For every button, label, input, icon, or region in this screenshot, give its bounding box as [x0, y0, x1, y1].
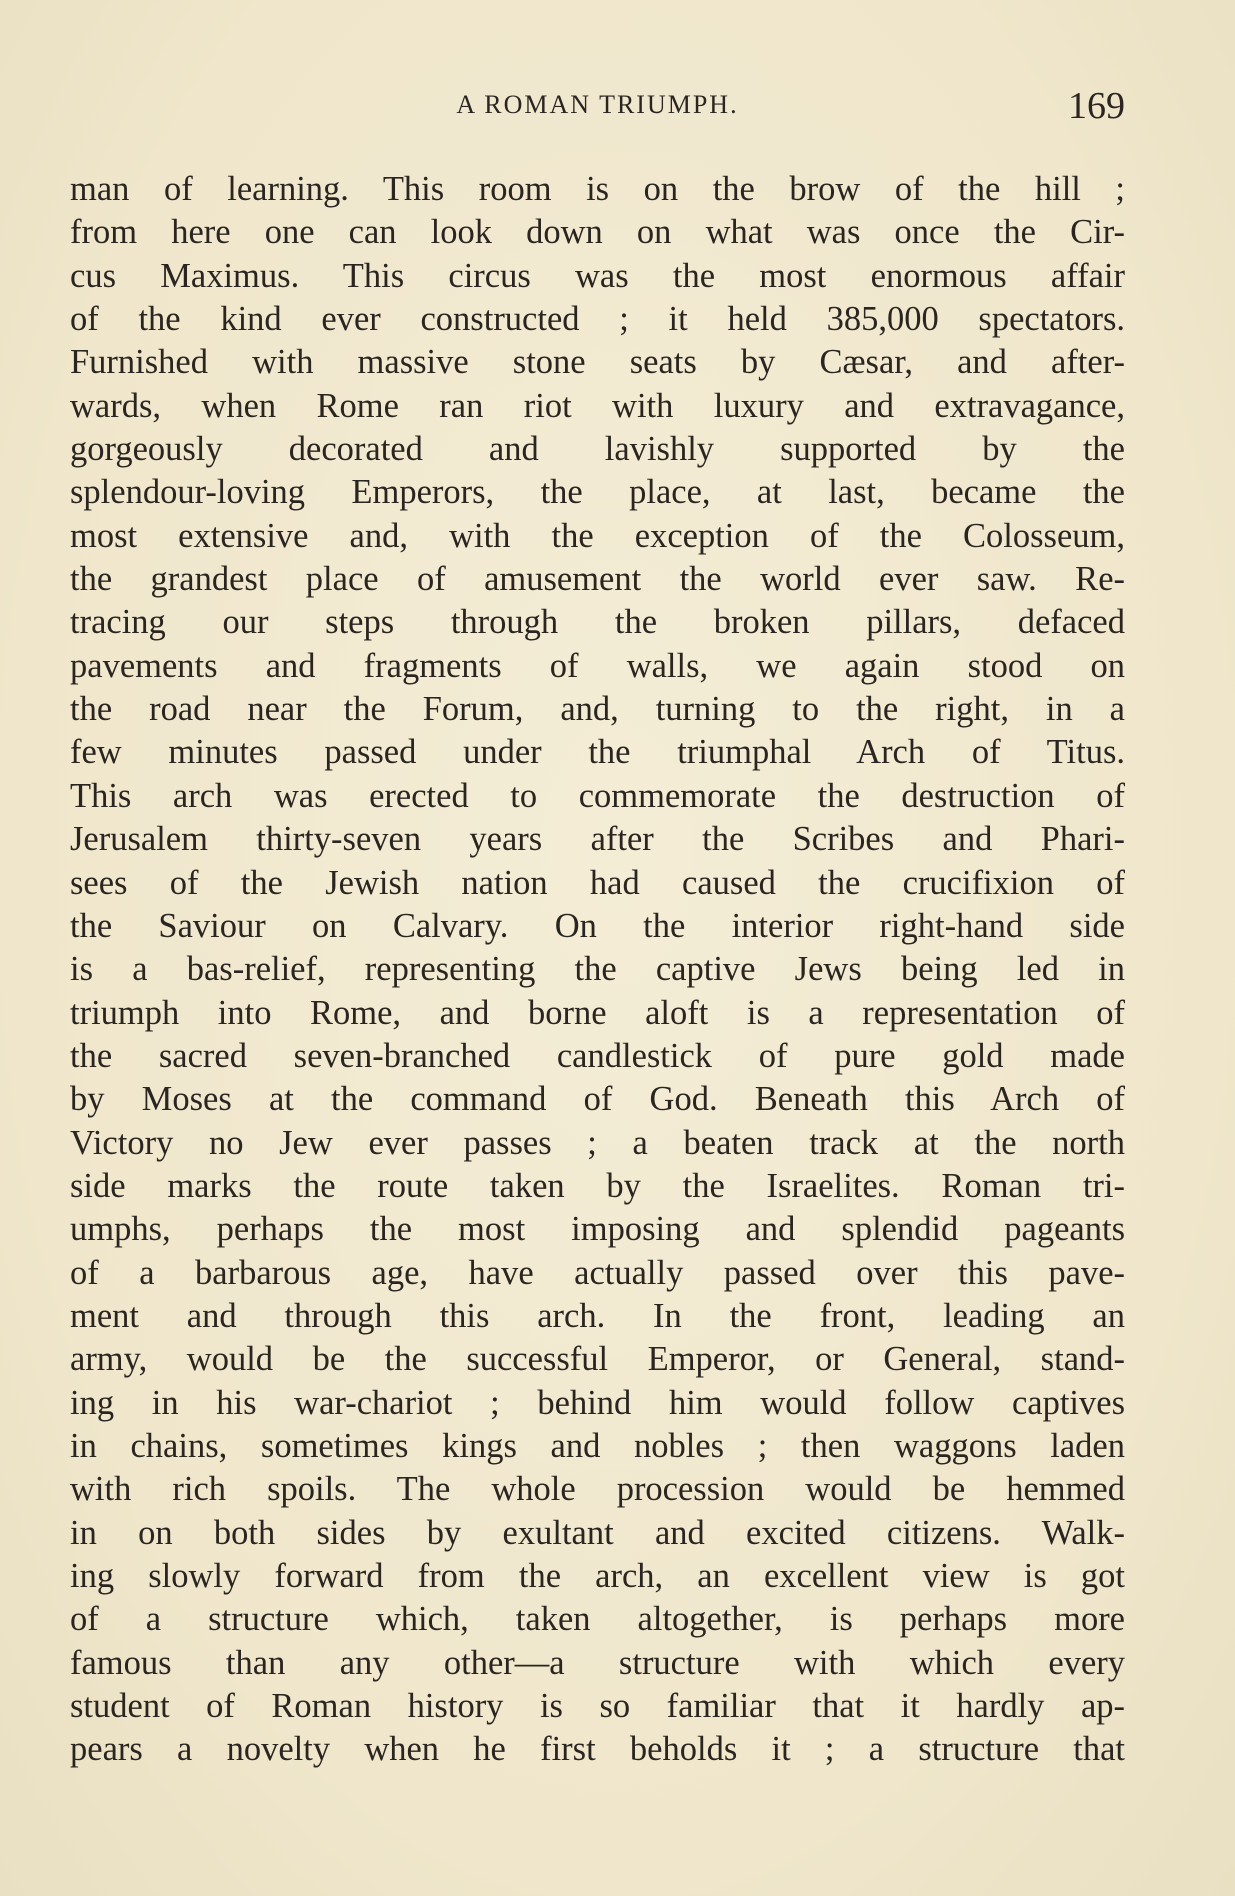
text-line: splendour-loving Emperors, the place, at last, became the	[70, 473, 1125, 512]
page-number: 169	[1068, 85, 1125, 127]
text-line: This arch was erected to commemorate the destruction of	[70, 776, 1125, 815]
text-line: in on both sides by exultant and excited citizens. Walk-	[70, 1513, 1125, 1552]
text-line: sees of the Jewish nation had caused the crucifixion of	[70, 863, 1125, 902]
text-line: wards, when Rome ran riot with luxury and extravagance,	[70, 386, 1125, 425]
running-header	[70, 85, 1125, 132]
text-line: the road near the Forum, and, turning to the right, in a	[70, 690, 1125, 729]
text-line: tracing our steps through the broken pillars, defaced	[70, 603, 1125, 642]
chapter-title: A ROMAN TRIUMPH.	[456, 90, 739, 119]
text-line: of the kind ever constructed ; it held 385,000 spectators.	[70, 300, 1125, 339]
text-line: famous than any other—a structure with which every	[70, 1643, 1125, 1682]
text-line: cus Maximus. This circus was the most enormous affair	[70, 256, 1125, 295]
text-line: ing slowly forward from the arch, an excellent view is got	[70, 1557, 1125, 1595]
text-line: by Moses at the command of God. Beneath this Arch of	[70, 1080, 1125, 1119]
text-line: ing in his war-chariot ; behind him would follow captives	[70, 1383, 1125, 1422]
text-line: student of Roman history is so familiar that it hardly ap-	[70, 1687, 1125, 1726]
text-line: ment and through this arch. In the front, leading an	[70, 1296, 1125, 1335]
text-line: Jerusalem thirty-seven years after the Scribes and Phari-	[70, 820, 1125, 859]
text-line: pears a novelty when he first beholds it ; a structure that	[70, 1730, 1125, 1769]
text-line: the grandest place of amusement the world ever saw. Re-	[70, 560, 1125, 599]
text-line: army, would be the successful Emperor, or General, stand-	[70, 1340, 1125, 1379]
text-line: Victory no Jew ever passes ; a beaten track at the north	[70, 1123, 1125, 1162]
text-line: the Saviour on Calvary. On the interior right-hand side	[70, 906, 1125, 945]
text-line: in chains, sometimes kings and nobles ; then waggons laden	[70, 1426, 1125, 1465]
text-line: umphs, perhaps the most imposing and splendid pageants	[70, 1210, 1125, 1249]
text-line: from here one can look down on what was once the Cir-	[70, 213, 1125, 252]
text-line: triumph into Rome, and borne aloft is a representation of	[70, 993, 1125, 1032]
text-line: is a bas-relief, representing the captive Jews being led in	[70, 950, 1125, 989]
text-line: with rich spoils. The whole procession would be hemmed	[70, 1470, 1125, 1509]
text-line: of a barbarous age, have actually passed over this pave-	[70, 1253, 1125, 1292]
text-line: Furnished with massive stone seats by Cæsar, and after-	[70, 343, 1125, 382]
text-line: man of learning. This room is on the brow of the hill ;	[70, 170, 1125, 208]
text-line: side marks the route taken by the Israelites. Roman tri-	[70, 1166, 1125, 1205]
text-line: of a structure which, taken altogether, is perhaps more	[70, 1600, 1125, 1639]
text-line: gorgeously decorated and lavishly supported by the	[70, 430, 1125, 469]
text-line: the sacred seven-branched candlestick of pure gold made	[70, 1036, 1125, 1075]
body-text	[70, 168, 1125, 1772]
text-line: pavements and fragments of walls, we again stood on	[70, 646, 1125, 685]
text-line: most extensive and, with the exception of the Colosseum,	[70, 516, 1125, 555]
text-line: few minutes passed under the triumphal Arch of Titus.	[70, 733, 1125, 772]
